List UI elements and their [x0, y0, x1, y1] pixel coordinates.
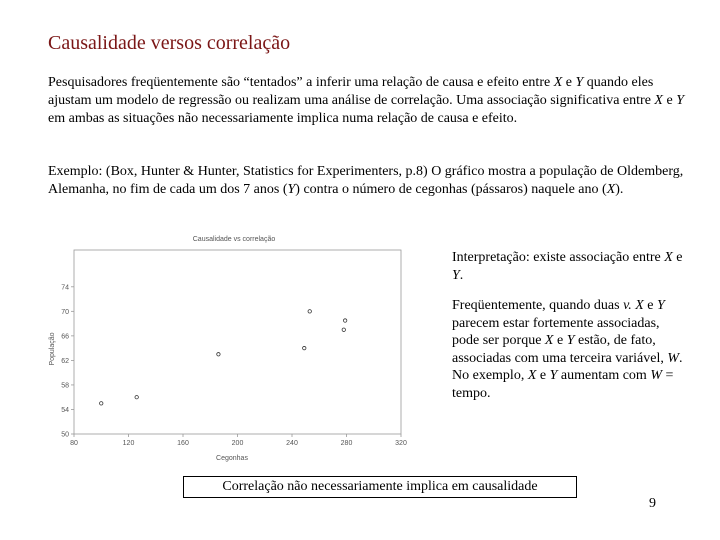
data-point	[100, 402, 103, 405]
paragraph-example: Exemplo: (Box, Hunter & Hunter, Statistics for Experimenters, p.8) O gráfico mostra a população de Oldemberg, Alemanha, no fim de cada um dos 7 anos (Y) contra o número de cegonhas (pássaros) naquele ano (X).	[48, 164, 684, 197]
variable-text: Y	[676, 93, 684, 108]
variable-text: Y	[566, 333, 575, 348]
y-tick-label: 66	[61, 333, 69, 341]
variable-text: X	[654, 93, 663, 108]
y-tick-label: 62	[61, 357, 69, 365]
y-tick-label: 74	[61, 284, 69, 292]
variable-text: Y	[287, 182, 296, 197]
variable-text: X	[553, 75, 563, 90]
variable-text: W	[667, 350, 680, 366]
y-axis-label: População	[49, 332, 56, 366]
x-tick-label: 120	[122, 440, 135, 447]
data-point	[135, 396, 138, 399]
page-number: 9	[649, 496, 656, 511]
x-tick-label: 320	[395, 440, 407, 447]
chart-svg	[42, 230, 422, 466]
variable-text: X	[664, 250, 673, 265]
variable-text: Y	[657, 298, 665, 313]
variable-text: Y	[549, 368, 558, 383]
variable-text: W	[650, 368, 662, 383]
data-point	[343, 319, 346, 322]
data-point	[342, 328, 345, 331]
y-tick-label: 50	[61, 431, 69, 439]
variable-text: X	[527, 368, 537, 383]
explanation-text: Freqüentemente, quando duas v. X e Y parecem estar fortemente associadas, pode ser porque X e Y estão, de fato, associadas com uma terceira variável, W. No exemplo, X e Y aumentam com W = tempo.	[452, 298, 683, 401]
x-tick-label: 160	[177, 440, 189, 447]
x-tick-label: 200	[231, 440, 244, 447]
variable-text: Y	[452, 267, 460, 283]
y-tick-label: 70	[61, 308, 69, 316]
y-tick-label: 54	[61, 406, 69, 414]
variable-text: Y	[575, 75, 584, 90]
variable-text: X	[606, 182, 616, 197]
key-message-box: Correlação não necessariamente implica em causalidade	[183, 476, 577, 498]
y-tick-label: 58	[61, 382, 69, 390]
variable-text: X	[544, 333, 554, 348]
x-axis-label: Cegonhas	[216, 455, 248, 462]
interpretation-text: Interpretação: existe associação entre X e Y.	[452, 250, 683, 283]
data-point	[308, 310, 311, 313]
data-point	[303, 346, 306, 349]
slide-title: Causalidade versos correlação	[48, 32, 291, 54]
plot-frame	[74, 250, 401, 434]
chart-title: Causalidade vs correlação	[192, 236, 276, 243]
variable-text: v. X	[623, 298, 644, 313]
x-tick-label: 80	[70, 440, 78, 447]
x-tick-label: 240	[286, 440, 298, 447]
data-point	[217, 353, 220, 356]
scatter-chart	[42, 230, 422, 466]
x-tick-label: 280	[340, 440, 353, 447]
paragraph-intro: Pesquisadores freqüentemente são “tentados” a inferir uma relação de causa e efeito entre X e Y quando eles ajustam um modelo de regressão ou realizam uma análise de correlação. Uma associação significativa entre X e Y em ambas as situações não necessariamente implica numa relação de causa e efeito.	[48, 75, 684, 126]
